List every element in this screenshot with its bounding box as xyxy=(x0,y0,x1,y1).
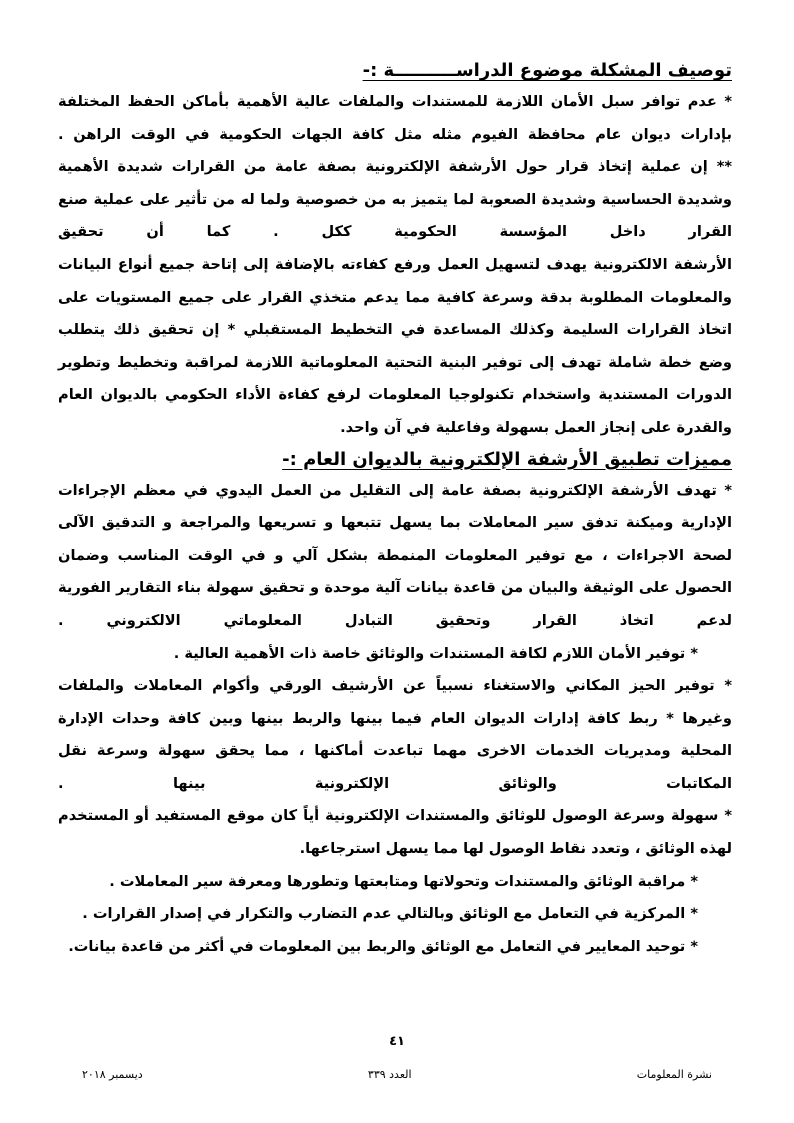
page-footer xyxy=(82,1068,712,1081)
paragraph-space: * توفير الحيز المكاني والاستغناء نسبياً عن الأرشيف الورقي وأكوام المعاملات والملفات وغيرها * ربط كافة إدارات الديوان العام فيما بينها والربط بينها وبين كافة وحدات الإدارة المحلية ومديريات الخدمات الاخرى مهما تباعدت أماكنها ، مما يحقق سهولة وسرعة نقل المكاتبات والوثائق الإلكترونية بينها . xyxy=(58,677,732,792)
paragraph-access: * سهولة وسرعة الوصول للوثائق والمستندات الإلكترونية أياً كان موقع المستفيد أو المستخدم لهذه الوثائق ، وتعدد نقاط الوصول لها مما يسهل استرجاعها. xyxy=(58,807,732,858)
footer-issue: العدد ٣٣٩ xyxy=(367,1068,412,1081)
footer-date: ديسمبر ٢٠١٨ xyxy=(82,1068,143,1081)
section-heading-problem: توصيف المشكلة موضوع الدراســــــــــة :- xyxy=(362,60,732,81)
paragraph-security: * عدم توافر سبل الأمان اللازمة للمستندات والملفات عالية الأهمية بأماكن الحفظ المختلفة بإدارات ديوان عام محافظة الفيوم مثله مثل كافة الجهات الحكومية في الوقت الراهن . xyxy=(58,93,732,143)
paragraph-aims: * تهدف الأرشفة الإلكترونية بصفة عامة إلى التقليل من العمل اليدوي في معظم الإجراءات الإدارية وميكنة تدفق سير المعاملات بما يسهل تتبعها و تسريعها والمراجعة و التدقيق الآلى لصحة الاجراءات ، مع توفير المعلومات المنمطة بشكل آلي و في الوقت المناسب وضمان الحصول على الوثيقة والبيان من قاعدة بيانات آلية موحدة و تحقيق سهولة بناء التقارير الفورية لدعم اتخاذ القرار وتحقيق التبادل المعلوماتي الالكتروني . xyxy=(58,481,732,629)
paragraph-decision: ** إن عملية إتخاذ قرار حول الأرشفة الإلكترونية بصفة عامة من القرارات شديدة الأهمية وشديدة الحساسية وشديدة الصعوبة لما يتميز به من خصوصية ولما له من تأثير على عملية صنع القرار داخل المؤسسة الحكومية ككل . كما أن تحقيق xyxy=(58,158,732,241)
list-item-safety: * توفير الأمان اللازم لكافة المستندات والوثائق خاصة ذات الأهمية العالية . xyxy=(173,644,698,662)
list-item-standards: * توحيد المعايير في التعامل مع الوثائق والربط بين المعلومات في أكثر من قاعدة بيانات. xyxy=(68,937,698,955)
list-item-centralization: * المركزية في التعامل مع الوثائق وبالتالي عدم التضارب والتكرار في إصدار القرارات . xyxy=(82,905,698,923)
list-item-monitoring: * مراقبة الوثائق والمستندات وتحولاتها ومتابعتها وتطورها ومعرفة سير المعاملات . xyxy=(109,872,698,890)
section-heading-advantages: مميزات تطبيق الأرشفة الإلكترونية بالديوان العام :- xyxy=(282,448,732,470)
page-number: ٤١ xyxy=(389,1034,405,1049)
paragraph-goals: الأرشفة الالكترونية يهدف لتسهيل العمل ورفع كفاءته بالإضافة إلى إتاحة جميع أنواع البيانات والمعلومات المطلوبة بدقة وسرعة كافية مما يدعم متخذي القرار على جميع المستويات على اتخاذ القرارات السليمة وكذلك المساعدة في التخطيط المستقبلي * إن تحقيق ذلك يتطلب وضع خطة شاملة تهدف إلى توفير البنية التحتية المعلوماتية اللازمة لمراقبة وتخطيط وتطوير الدورات المستندية واستخدام تكنولوجيا المعلومات لرفع كفاءة الأداء الحكومي بالديوان العام والقدرة على إنجاز العمل بسهولة وفاعلية في آن واحد. xyxy=(58,255,732,436)
footer-publication: نشرة المعلومات xyxy=(636,1068,712,1081)
